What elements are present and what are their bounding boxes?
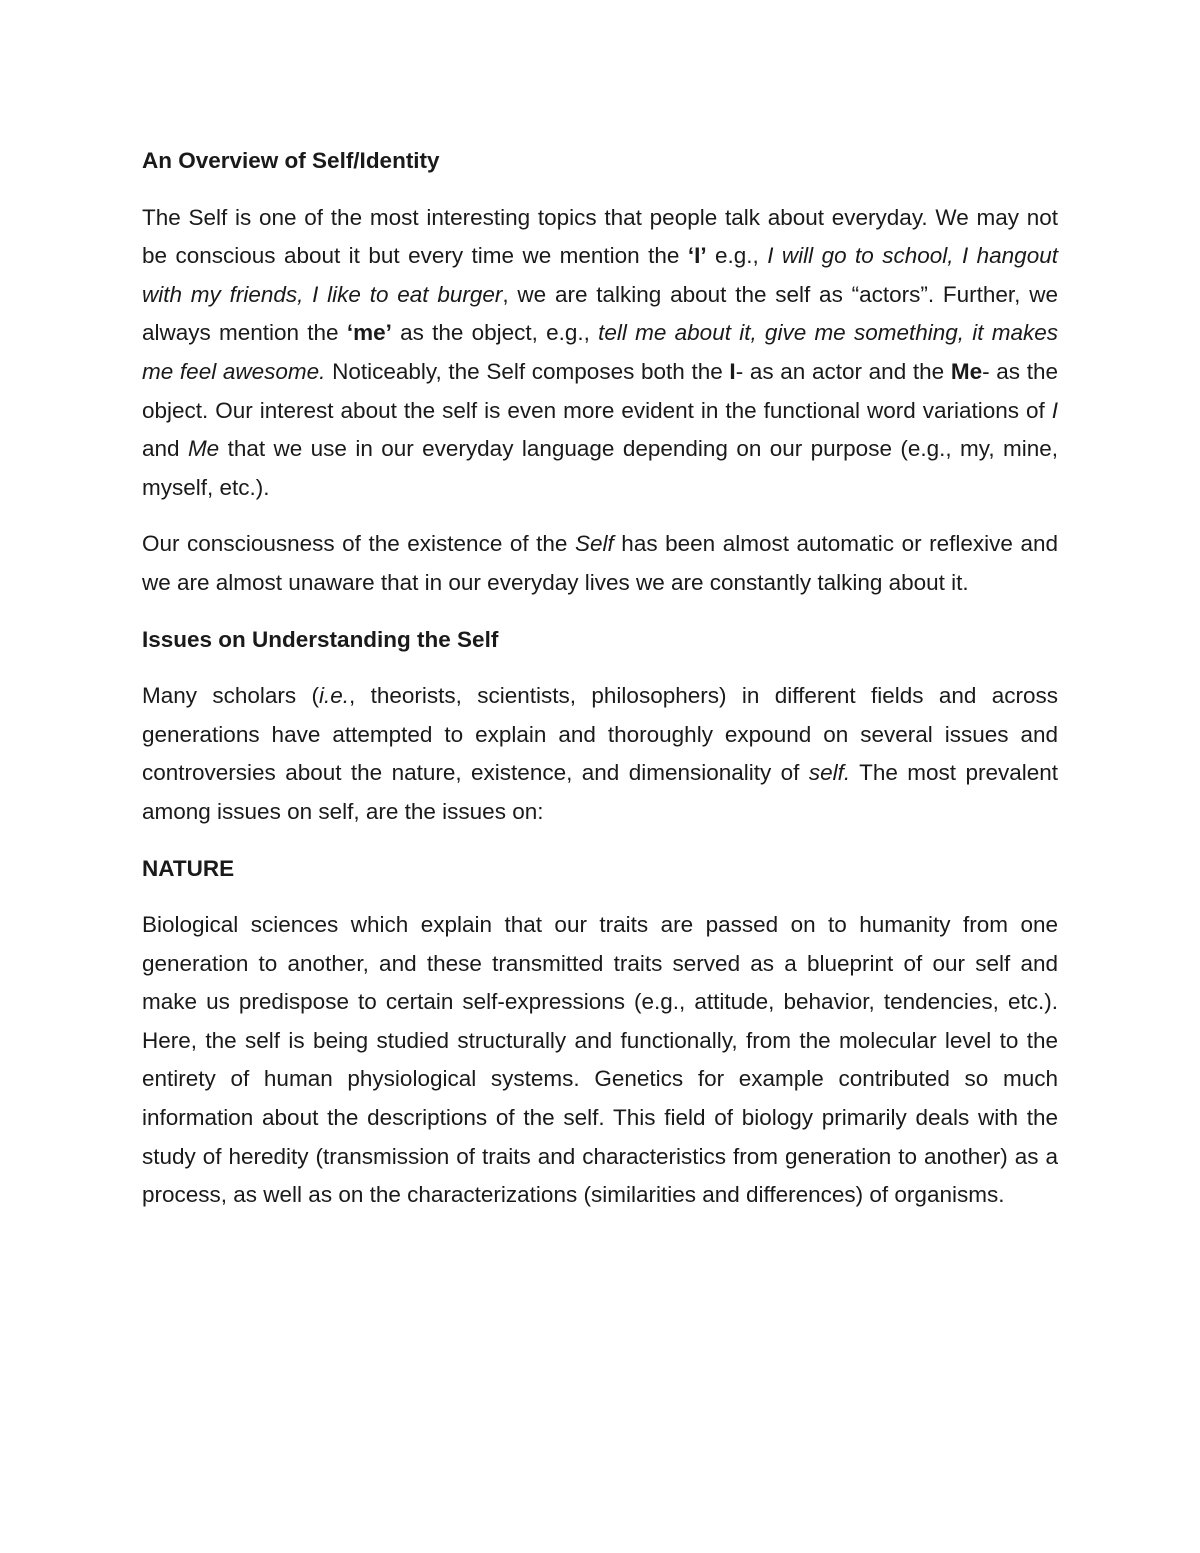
- text-run: - as the object. Our interest about the self is even more evident in the functional word variations of: [142, 358, 1058, 423]
- text-run: e.g.,: [706, 243, 768, 269]
- section-heading-issues: Issues on Understanding the Self: [142, 626, 499, 652]
- text-run: that we use in our everyday language depending on our purpose (e.g., my, mine, myself, etc.).: [142, 436, 1058, 500]
- italic-run: Me: [187, 436, 220, 462]
- bold-run: I: [729, 358, 736, 384]
- italic-run: I will go to school, I hangout with my friends, I like to eat burger: [142, 243, 1058, 307]
- text-run: , theorists, scientists, philosophers) in different fields and across generations have attempted to explain and thoroughly expound on several issues and controversies about the nature, existence, and dimensionality of: [142, 683, 1058, 786]
- italic-run: i.e.: [319, 683, 350, 709]
- document-page: [142, 142, 1058, 1233]
- italic-run: I: [1051, 397, 1058, 423]
- text-run: Many scholars (: [142, 683, 320, 709]
- paragraph-self-intro: [142, 199, 1058, 508]
- bold-run: ‘I’: [687, 243, 707, 269]
- text-run: as the object, e.g.,: [391, 320, 599, 346]
- text-run: has been almost automatic or reflexive and we are almost unaware that in our everyday lives we are constantly talking about it.: [142, 531, 1059, 595]
- paragraph-consciousness: [142, 525, 1058, 602]
- text-run: and: [142, 436, 188, 462]
- bold-run: Me: [950, 358, 983, 384]
- text-run: Noticeably, the Self composes both the: [325, 358, 730, 384]
- section-heading-nature: NATURE: [142, 855, 235, 881]
- text-run: Our consciousness of the existence of the: [142, 531, 575, 557]
- text-run: , we are talking about the self as “actors”. Further, we always mention the: [142, 281, 1058, 346]
- italic-run: Self: [574, 531, 614, 557]
- text-run: The Self is one of the most interesting topics that people talk about everyday. We may not be conscious about it but every time we mention the: [142, 204, 1058, 269]
- italic-run: tell me about it, give me something, it makes me feel awesome.: [142, 320, 1058, 384]
- paragraph-scholars: [142, 677, 1058, 831]
- text-run: - as an actor and the: [735, 358, 951, 384]
- paragraph-nature: Biological sciences which explain that our traits are passed on to humanity from one generation to another, and these transmitted traits served as a blueprint of our self and make us predispose to certain self-expressions (e.g., attitude, behavior, tendencies, etc.). Here, the self is being studied structurally and functionally, from the molecular level to the entirety of human physiological systems. Genetics for example contributed so much information about the descriptions of the self. This field of biology primarily deals with the study of heredity (transmission of traits and characteristics from generation to another) as a process, as well as on the characterizations (similarities and differences) of organisms.: [142, 912, 1058, 1208]
- text-run: The most prevalent among issues on self, are the issues on:: [142, 760, 1059, 824]
- document-title: An Overview of Self/Identity: [142, 148, 440, 173]
- bold-run: ‘me’: [346, 320, 392, 346]
- italic-run: self.: [808, 760, 851, 786]
